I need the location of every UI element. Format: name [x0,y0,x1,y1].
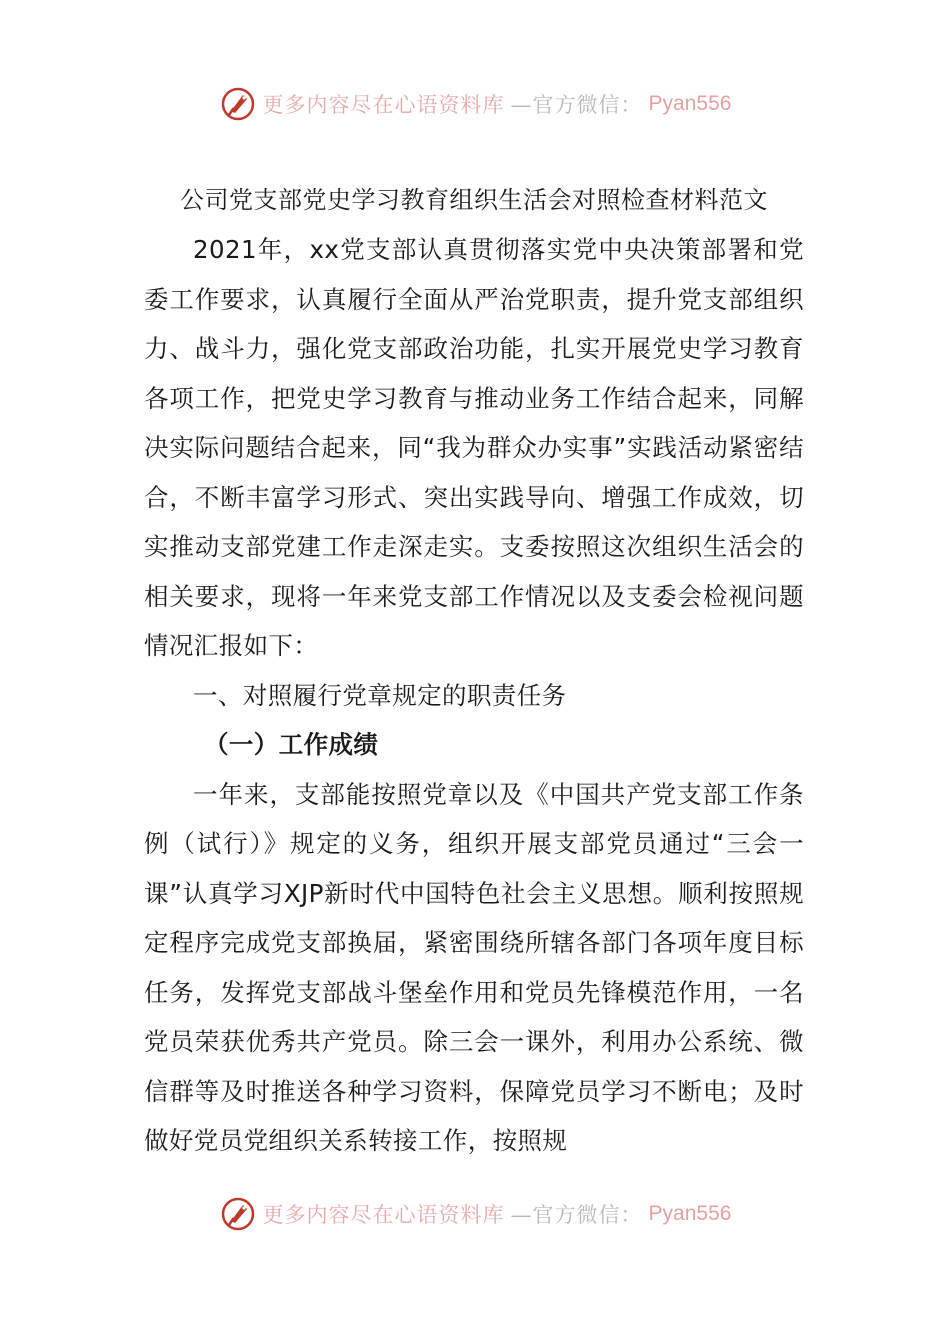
watermark-wechat-id: Pyan556 [648,1202,732,1225]
document-title: 公司党支部党史学习教育组织生活会对照检查材料范文 [180,186,768,214]
watermark-contact-label: —官方微信： [510,93,643,117]
pen-nib-logo-icon [219,1195,257,1233]
watermark-banner-top [0,82,950,126]
subsection-heading: （一）工作成绩 [204,730,379,759]
watermark-wechat-id: Pyan556 [648,92,732,115]
body-paragraph: 一年来，支部能按照党章以及《中国共产党支部工作条例（试行）》规定的义务，组织开展支部党员通过“三会一课”认真学习XJP新时代中国特色社会主义思想。顺利按照规定程序完成党支部换届，紧密围绕所辖各部门各项年度目标任务，发挥党支部战斗堡垒作用和党员先锋模范作用，一名党员荣获优秀共产党员。除三会一课外，利用办公系统、微信群等及时推送各种学习资料，保障党员学习不断电；及时做好党员党组织关系转接工作，按照规 [144,779,804,1155]
intro-paragraph: 2021年，xx党支部认真贯彻落实党中央决策部署和党委工作要求，认真履行全面从严治党职责，提升党支部组织力、战斗力，强化党支部政治功能，扎实开展党史学习教育各项工作，把党史学习教育与推动业务工作结合起来，同解决实际问题结合起来，同“我为群众办实事”实践活动紧密结合，不断丰富学习形式、突出实践导向、增强工作成效，切实推动支部党建工作走深走实。支委按照这次组织生活会的相关要求，现将一年来党支部工作情况以及支委会检视问题情况汇报如下： [144,235,804,660]
watermark-slogan: 更多内容尽在心语资料库 [262,93,505,117]
section-heading: 一、对照履行党章规定的职责任务 [193,680,567,710]
watermark-slogan: 更多内容尽在心语资料库 [262,1203,505,1227]
document-body [144,176,804,1166]
watermark-contact-label: —官方微信： [510,1203,643,1227]
pen-nib-logo-icon [219,85,257,123]
watermark-banner-bottom [0,1192,950,1236]
